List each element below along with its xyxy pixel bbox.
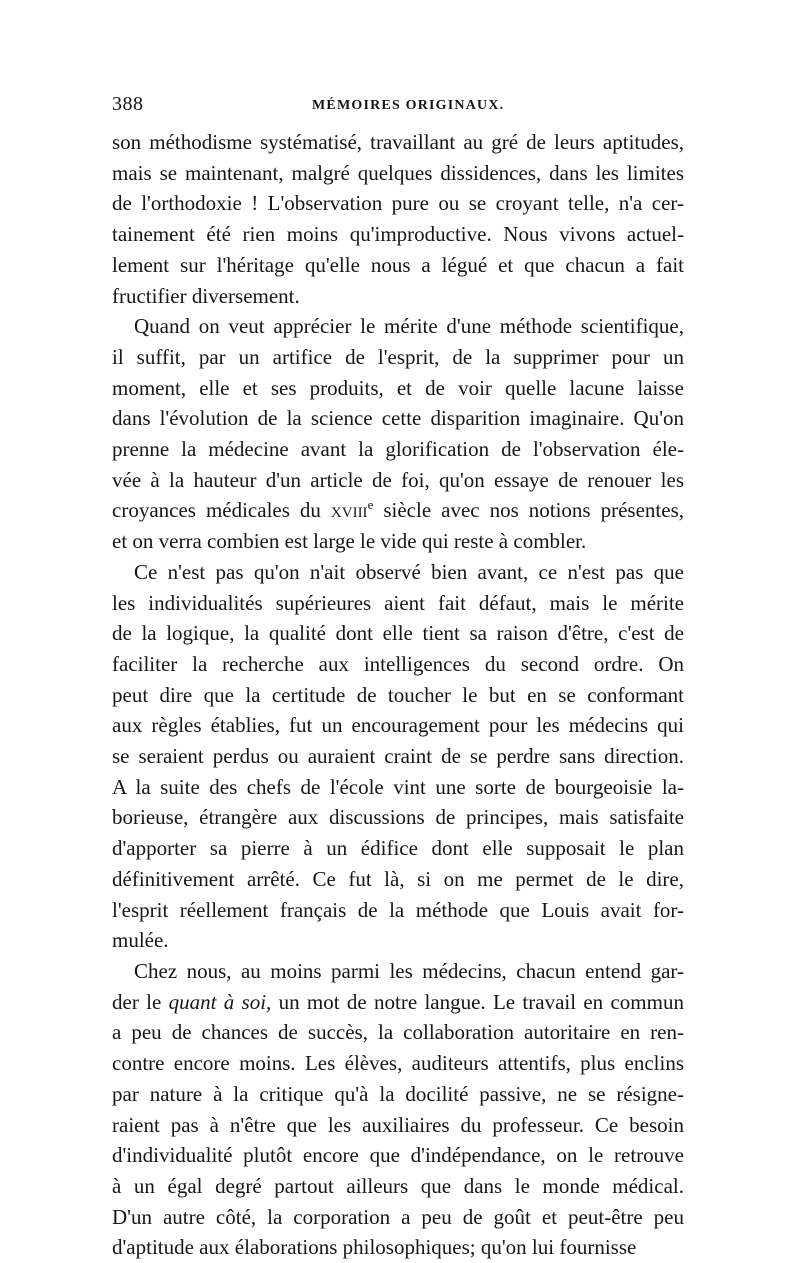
text-line: Quand on veut apprécier le mérite d'une méthode scientifique,	[134, 314, 684, 339]
paragraph	[112, 311, 684, 557]
text-line: par nature à la critique qu'à la docilité passive, ne se résigne-	[112, 1081, 684, 1106]
text-line: Chez nous, au moins parmi les médecins, chacun entend gar-	[134, 958, 684, 983]
text-line: dans l'évolution de la science cette disparition imaginaire. Qu'on	[112, 406, 684, 431]
text-line: faciliter la recherche aux intelligences du second ordre. On	[112, 651, 684, 676]
page-header	[112, 93, 684, 127]
text-line: se seraient perdus ou auraient craint de se perdre sans direction.	[112, 744, 684, 769]
text-line: mulée.	[112, 928, 169, 953]
text-line: raient pas à n'être que les auxiliaires du professeur. Ce besoin	[112, 1112, 684, 1137]
text-line: D'un autre côté, la corporation a peu de goût et peut-être peu	[112, 1204, 684, 1229]
text-line: Ce n'est pas qu'on n'ait observé bien avant, ce n'est pas que	[134, 559, 684, 584]
italic-phrase: quant à soi,	[168, 989, 272, 1014]
paragraph	[112, 956, 684, 1263]
text-line	[112, 495, 684, 526]
text-fragment: croyances médicales du	[112, 498, 331, 523]
text-line: de l'orthodoxie ! L'observation pure ou se croyant telle, n'a cer-	[112, 191, 684, 216]
text-line: prenne la médecine avant la glorification de l'observation éle-	[112, 437, 684, 462]
text-line: et on verra combien est large le vide qui reste à combler.	[112, 529, 587, 554]
text-line: de la logique, la qualité dont elle tient sa raison d'être, c'est de	[112, 621, 684, 646]
superscript: e	[367, 497, 374, 513]
text-line: à un égal degré partout ailleurs que dans le monde médical.	[112, 1173, 684, 1198]
text-line: d'individualité plutôt encore que d'indépendance, on le retrouve	[112, 1143, 684, 1168]
text-line	[112, 987, 684, 1018]
text-line: lement sur l'héritage qu'elle nous a légué et que chacun a fait	[112, 252, 684, 277]
text-line: moment, elle et ses produits, et de voir quelle lacune laisse	[112, 375, 684, 400]
page-number: 388	[112, 93, 144, 115]
century-numeral: xviii	[330, 498, 368, 523]
text-fragment: siècle avec nos notions présentes,	[373, 498, 684, 523]
text-line: son méthodisme systématisé, travaillant au gré de leurs aptitudes,	[112, 130, 684, 154]
text-line: borieuse, étrangère aux discussions de principes, mais satisfaite	[112, 805, 684, 830]
text-fragment: der le	[112, 989, 169, 1014]
text-line: vée à la hauteur d'un article de foi, qu'on essaye de renouer les	[112, 467, 684, 492]
text-line: les individualités supérieures aient fait défaut, mais le mérite	[112, 590, 684, 615]
text-line: l'esprit réellement français de la méthode que Louis avait for-	[112, 897, 684, 922]
running-head: MÉMOIRES ORIGINAUX.	[312, 98, 505, 113]
text-line: mais se maintenant, malgré quelques dissidences, dans les limites	[112, 160, 684, 185]
text-line: A la suite des chefs de l'école vint une sorte de bourgeoisie la-	[112, 774, 684, 799]
text-line: tainement été rien moins qu'improductive. Nous vivons actuel-	[112, 222, 684, 247]
text-fragment: un mot de notre langue. Le travail en commun	[271, 989, 684, 1014]
paragraph	[112, 557, 684, 956]
text-line: aux règles établies, fut un encouragement pour les médecins qui	[112, 713, 684, 738]
text-line: a peu de chances de succès, la collaboration autoritaire en ren-	[112, 1020, 684, 1045]
text-line: définitivement arrêté. Ce fut là, si on me permet de le dire,	[112, 866, 684, 891]
text-line: contre encore moins. Les élèves, auditeurs attentifs, plus enclins	[112, 1051, 684, 1076]
body-text	[112, 127, 684, 1263]
text-line: d'aptitude aux élaborations philosophiques; qu'on lui fournisse	[112, 1235, 637, 1260]
text-line: d'apporter sa pierre à un édifice dont elle supposait le plan	[112, 836, 684, 861]
text-line: peut dire que la certitude de toucher le but en se conformant	[112, 682, 684, 707]
book-page	[112, 93, 684, 1263]
text-line: fructifier diversement.	[112, 283, 300, 308]
text-line: il suffit, par un artifice de l'esprit, de la supprimer pour un	[112, 344, 684, 369]
paragraph	[112, 127, 684, 311]
